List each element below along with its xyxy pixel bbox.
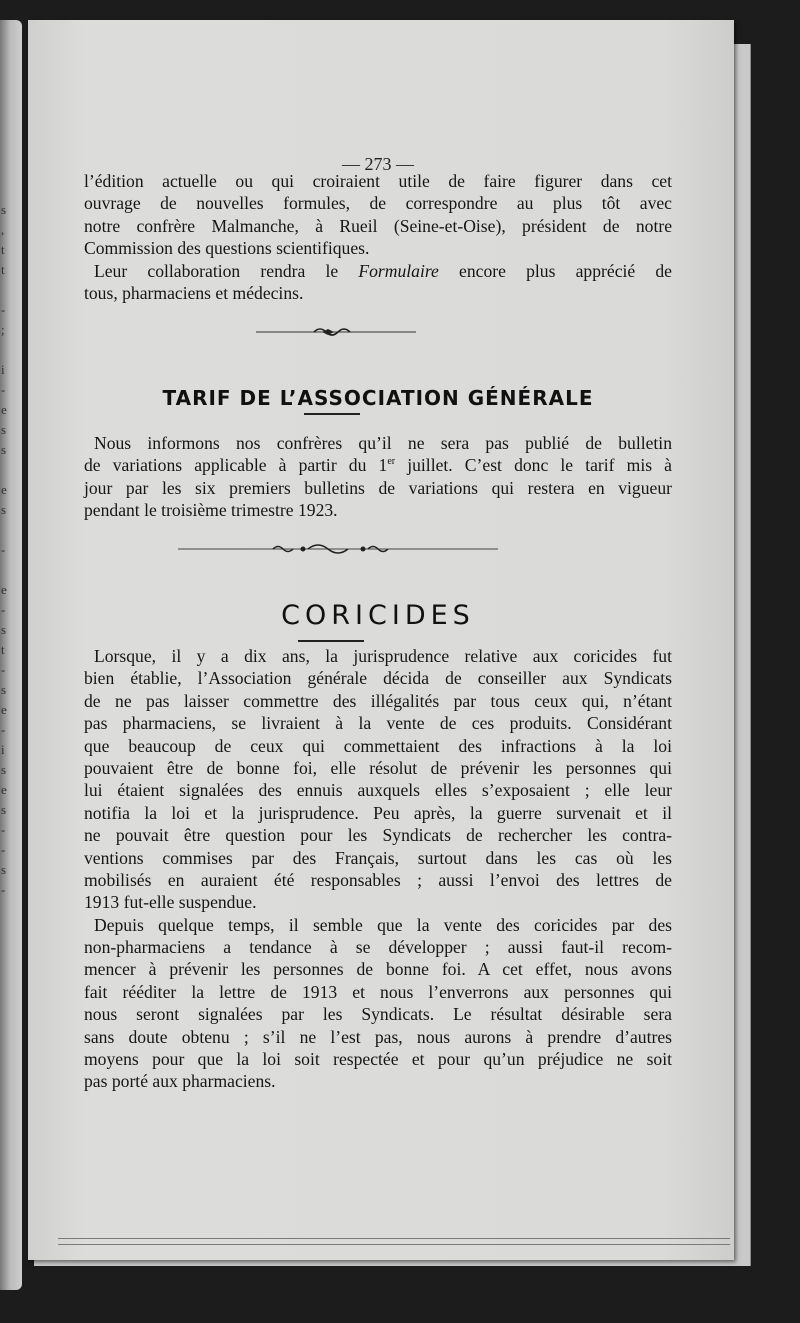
ornament-divider-2 — [178, 542, 498, 556]
text-line: pas pharmaciens, se livraient à la vente de ces produits. Considérant — [84, 713, 672, 734]
section-title-tarif: TARIF DE L’ASSOCIATION GÉNÉRALE — [162, 386, 594, 410]
tarif-paragraph — [84, 432, 672, 522]
page-number: — 273 — — [342, 154, 414, 174]
page-bottom-rule — [58, 1244, 730, 1245]
text-line: fait rééditer la lettre de 1913 et nous l’enverrons aux personnes qui — [84, 981, 672, 1002]
text-run: encore plus apprécié de — [438, 260, 672, 281]
page-bottom-rule — [58, 1238, 730, 1239]
text-line: ne pouvait être question pour les Syndicats de rechercher les contra- — [84, 825, 672, 846]
ornament-divider-1 — [256, 325, 416, 339]
coricides-paragraphs — [84, 645, 672, 1093]
text-line: l’édition actuelle ou qui croiraient utile de faire figurer dans cet — [84, 171, 672, 191]
facing-page-text-fragments: s , t t - ; i - e s s e s - e - s t - s e - i s e s - - s - — [1, 202, 7, 897]
text-line: pas porté aux pharmaciens. — [84, 1071, 276, 1092]
text-line: nous seront signalées par les Syndicats. Le résultat désirable sera — [84, 1004, 672, 1025]
text-run: juillet. C’est donc le tarif mis à — [395, 455, 672, 476]
text-line: pouvaient être de bonne foi, elle résolut de prévenir les personnes qui — [84, 757, 672, 778]
text-line: Lorsque, il y a dix ans, la jurisprudence relative aux coricides fut — [94, 646, 672, 666]
text-line: jour par les six premiers bulletins de variations qui restera en vigueur — [84, 477, 672, 498]
text-line: lui étaient signalées des ennuis auxquels elles s’exposaient ; elle leur — [84, 780, 672, 801]
text-line: ouvrage de nouvelles formules, de correspondre au plus tôt avec — [84, 193, 672, 214]
superscript: er — [387, 456, 396, 468]
title-underline — [298, 640, 364, 642]
italic-title: Formulaire — [358, 260, 439, 281]
text-line: mobilisés en auraient été responsables ; aussi l’envoi des lettres de — [84, 869, 672, 890]
text-line: bien établie, l’Association générale décida de conseiller aux Syndicats — [84, 668, 672, 689]
text-line: Nous informons nos confrères qu’il ne sera pas publié de bulletin — [94, 433, 672, 453]
text-line — [84, 454, 672, 476]
section-title-coricides: CORICIDES — [281, 600, 475, 631]
text-line: de ne pas laisser commettre des illégalités par tous ceux qui, n’étant — [84, 690, 672, 711]
text-line: pendant le troisième trimestre 1923. — [84, 500, 338, 521]
text-line: Commission des questions scientifiques. — [84, 238, 370, 259]
facing-page-edge — [0, 20, 22, 1290]
text-line: sans doute obtenu ; s’il ne l’est pas, nous aurons à prendre d’autres — [84, 1026, 672, 1047]
text-line: 1913 fut-elle suspendue. — [84, 892, 257, 913]
text-line: ventions commises par des Français, surtout dans les cas où les — [84, 847, 672, 868]
text-line — [84, 260, 672, 282]
text-line: notifia la loi et la jurisprudence. Peu après, la guerre survenait et il — [84, 802, 672, 823]
text-line: moyens pour que la loi soit respectée et pour qu’un préjudice ne soit — [84, 1049, 672, 1070]
text-line: tous, pharmaciens et médecins. — [84, 282, 304, 303]
title-underline — [304, 413, 360, 415]
text-line: que beaucoup de ceux qui commettaient des infractions à la loi — [84, 735, 672, 756]
text-line: Depuis quelque temps, il semble que la vente des coricides par des — [94, 914, 672, 935]
text-line: mencer à prévenir les personnes de bonne foi. A cet effet, nous avons — [84, 959, 672, 980]
text-line: non-pharmaciens a tendance à se développer ; aussi faut-il recom- — [84, 937, 672, 958]
text-run: Leur collaboration rendra le — [94, 260, 359, 281]
book-page — [28, 20, 734, 1260]
text-run: de variations applicable à partir du 1 — [84, 455, 388, 476]
intro-paragraph — [84, 170, 672, 304]
text-line: notre confrère Malmanche, à Rueil (Seine-et-Oise), président de notre — [84, 215, 672, 236]
